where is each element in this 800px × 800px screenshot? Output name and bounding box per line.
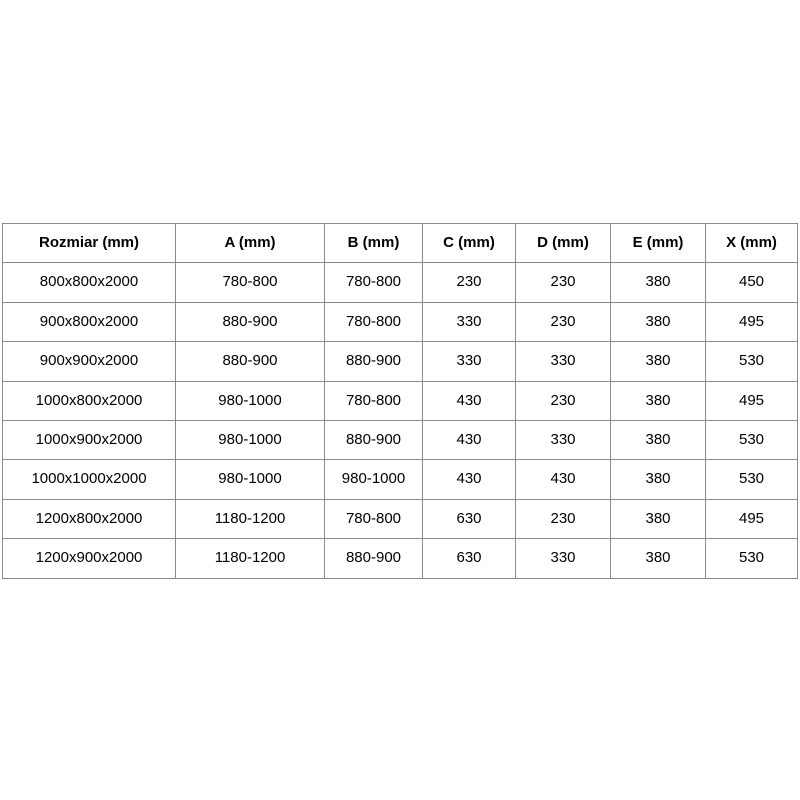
table-cell: 980-1000 [176,460,325,499]
table-row [3,460,798,499]
table-cell: 530 [706,420,798,459]
table-cell: 230 [516,499,611,538]
size-cell: 1000x900x2000 [3,420,176,459]
table-row [3,263,798,302]
table-cell: 880-900 [176,342,325,381]
table-row [3,302,798,341]
table-cell: 380 [611,263,706,302]
size-cell: 1000x800x2000 [3,381,176,420]
column-header-c: C (mm) [423,224,516,263]
size-cell: 1200x900x2000 [3,539,176,578]
size-cell: 900x800x2000 [3,302,176,341]
table-cell: 630 [423,539,516,578]
table-cell: 330 [516,420,611,459]
table-body [3,263,798,578]
table-cell: 780-800 [176,263,325,302]
table-cell: 430 [423,381,516,420]
column-header-rozmiar: Rozmiar (mm) [3,224,176,263]
table-row [3,381,798,420]
table-cell: 780-800 [325,499,423,538]
table-cell: 495 [706,302,798,341]
size-cell: 1000x1000x2000 [3,460,176,499]
column-header-d: D (mm) [516,224,611,263]
table-cell: 430 [516,460,611,499]
size-cell: 900x900x2000 [3,342,176,381]
table-cell: 380 [611,342,706,381]
size-table [2,223,798,579]
table-cell: 980-1000 [176,381,325,420]
table-cell: 380 [611,499,706,538]
column-header-b: B (mm) [325,224,423,263]
table-cell: 780-800 [325,263,423,302]
table-cell: 880-900 [325,420,423,459]
table-cell: 380 [611,302,706,341]
column-header-e: E (mm) [611,224,706,263]
table-cell: 380 [611,420,706,459]
table-row [3,420,798,459]
table-cell: 330 [423,342,516,381]
table-cell: 230 [423,263,516,302]
table-cell: 495 [706,499,798,538]
table-cell: 980-1000 [325,460,423,499]
column-header-x: X (mm) [706,224,798,263]
size-cell: 800x800x2000 [3,263,176,302]
table-cell: 450 [706,263,798,302]
table-cell: 230 [516,302,611,341]
table-row [3,499,798,538]
table-cell: 430 [423,460,516,499]
size-cell: 1200x800x2000 [3,499,176,538]
table-cell: 880-900 [325,539,423,578]
table-cell: 530 [706,342,798,381]
table-cell: 330 [516,342,611,381]
table-cell: 530 [706,539,798,578]
table-cell: 230 [516,263,611,302]
table-cell: 380 [611,460,706,499]
table-cell: 380 [611,539,706,578]
table-cell: 430 [423,420,516,459]
table-cell: 1180-1200 [176,499,325,538]
table-row [3,539,798,578]
table-cell: 880-900 [325,342,423,381]
table-cell: 330 [423,302,516,341]
header-row [3,224,798,263]
column-header-a: A (mm) [176,224,325,263]
table-cell: 980-1000 [176,420,325,459]
table-cell: 1180-1200 [176,539,325,578]
table-cell: 530 [706,460,798,499]
table-cell: 880-900 [176,302,325,341]
table-cell: 630 [423,499,516,538]
table-cell: 780-800 [325,302,423,341]
table-cell: 780-800 [325,381,423,420]
table-row [3,342,798,381]
table-cell: 495 [706,381,798,420]
table-cell: 230 [516,381,611,420]
table-cell: 380 [611,381,706,420]
table-cell: 330 [516,539,611,578]
